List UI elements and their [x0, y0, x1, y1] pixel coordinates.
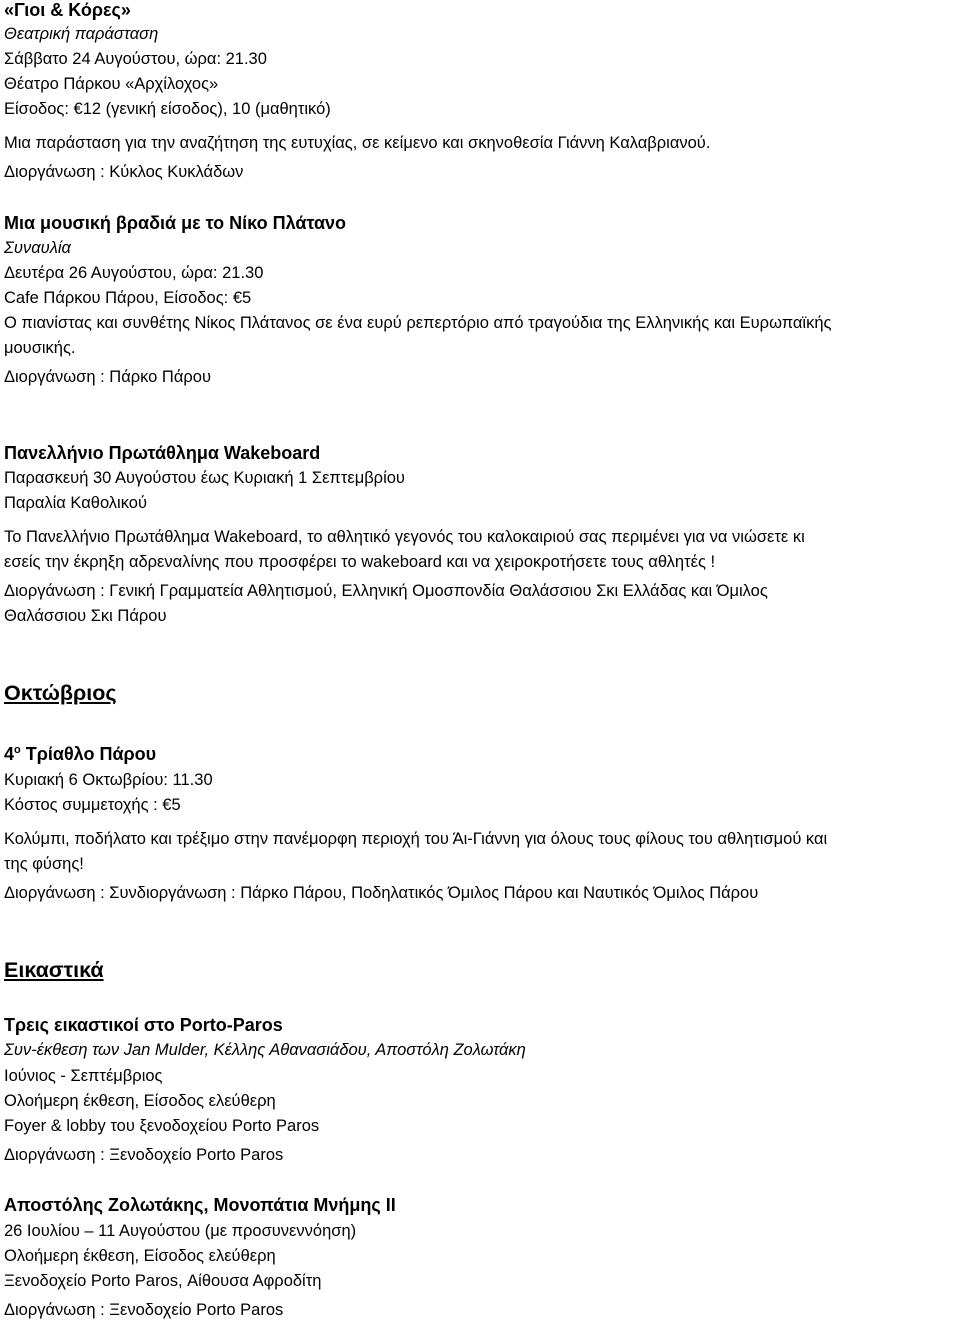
event-venue: Cafe Πάρκου Πάρου, Είσοδος: €5 — [4, 289, 252, 307]
event-subtitle: Θεατρική παράσταση — [4, 25, 159, 43]
event-organizer-line: Θαλάσσιου Σκι Πάρου — [4, 607, 167, 625]
event-description-line: Το Πανελλήνιο Πρωτάθλημα Wakeboard, το αθλητικό γεγονός του καλοκαιριού σας περιμένει για να νιώσετε κι — [4, 528, 805, 546]
event-date: Κυριακή 6 Οκτωβρίου: 11.30 — [4, 771, 213, 789]
event-description-line: εσείς την έκρηξη αδρεναλίνης που προσφέρει το wakeboard και να χειροκροτήσετε τους αθλητές ! — [4, 553, 716, 571]
event-entry: Είσοδος: €12 (γενική είσοδος), 10 (μαθητικό) — [4, 100, 331, 118]
title-text: Τρίαθλο Πάρου — [20, 744, 157, 764]
event-organizer: Διοργάνωση : Ξενοδοχείο Porto Paros — [4, 1301, 284, 1319]
event-subtitle: Συναυλία — [4, 239, 71, 257]
event-date: Σάββατο 24 Αυγούστου, ώρα: 21.30 — [4, 50, 267, 68]
event-subtitle: Συν-έκθεση των Jan Mulder, Κέλλης Αθανασιάδου, Αποστόλη Ζολωτάκη — [4, 1041, 526, 1059]
event-description-line: της φύσης! — [4, 855, 84, 873]
title-number: 4 — [4, 744, 15, 764]
event-organizer: Διοργάνωση : Πάρκο Πάρου — [4, 368, 211, 386]
event-venue: Παραλία Καθολικού — [4, 494, 147, 512]
event-title: Πανελλήνιο Πρωτάθλημα Wakeboard — [4, 443, 321, 463]
event-venue: Θέατρο Πάρκου «Αρχίλοχος» — [4, 75, 219, 93]
event-cost: Κόστος συμμετοχής : €5 — [4, 796, 181, 814]
event-organizer-line: Διοργάνωση : Γενική Γραμματεία Αθλητισμού, Ελληνική Ομοσπονδία Θαλάσσιου Σκι Ελλάδας και Όμιλος — [4, 582, 768, 600]
event-title — [4, 743, 156, 765]
event-date: Παρασκευή 30 Αυγούστου έως Κυριακή 1 Σεπτεμβρίου — [4, 469, 405, 487]
event-description: Μια παράσταση για την αναζήτηση της ευτυχίας, σε κείμενο και σκηνοθεσία Γιάννη Καλαβριανού. — [4, 134, 711, 152]
event-organizer: Διοργάνωση : Συνδιοργάνωση : Πάρκο Πάρου, Ποδηλατικός Όμιλος Πάρου και Ναυτικός Όμιλος Πάρου — [4, 884, 759, 902]
event-date: Δευτέρα 26 Αυγούστου, ώρα: 21.30 — [4, 264, 264, 282]
event-organizer: Διοργάνωση : Ξενοδοχείο Porto Paros — [4, 1146, 284, 1164]
event-hours: Ολοήμερη έκθεση, Είσοδος ελεύθερη — [4, 1247, 276, 1265]
event-venue: Foyer & lobby του ξενοδοχείου Porto Paros — [4, 1117, 320, 1135]
event-organizer: Διοργάνωση : Κύκλος Κυκλάδων — [4, 163, 244, 181]
event-title: «Γιοι & Κόρες» — [4, 0, 131, 20]
event-period: 26 Ιουλίου – 11 Αυγούστου (με προσυνεννόηση) — [4, 1222, 357, 1240]
title-ordinal: ο — [14, 744, 21, 756]
event-venue: Ξενοδοχείο Porto Paros, Αίθουσα Αφροδίτη — [4, 1272, 322, 1290]
event-period: Ιούνιος - Σεπτέμβριος — [4, 1067, 163, 1085]
section-heading: Οκτώβριος — [4, 681, 117, 705]
event-title: Μια μουσική βραδιά με το Νίκο Πλάτανο — [4, 213, 347, 233]
event-title: Τρεις εικαστικοί στο Porto-Paros — [4, 1015, 283, 1035]
event-description-line: μουσικής. — [4, 339, 76, 357]
event-title: Αποστόλης Ζολωτάκης, Μονοπάτια Μνήμης ΙΙ — [4, 1195, 396, 1215]
section-heading: Εικαστικά — [4, 958, 104, 982]
event-hours: Ολοήμερη έκθεση, Είσοδος ελεύθερη — [4, 1092, 276, 1110]
event-description-line: Ο πιανίστας και συνθέτης Νίκος Πλάτανος σε ένα ευρύ ρεπερτόριο από τραγούδια της Ελληνικής και Ευρωπαϊκής — [4, 314, 832, 332]
event-description-line: Κολύμπι, ποδήλατο και τρέξιμο στην πανέμορφη περιοχή του Άι-Γιάννη για όλους τους φίλους του αθλητισμού και — [4, 830, 828, 848]
